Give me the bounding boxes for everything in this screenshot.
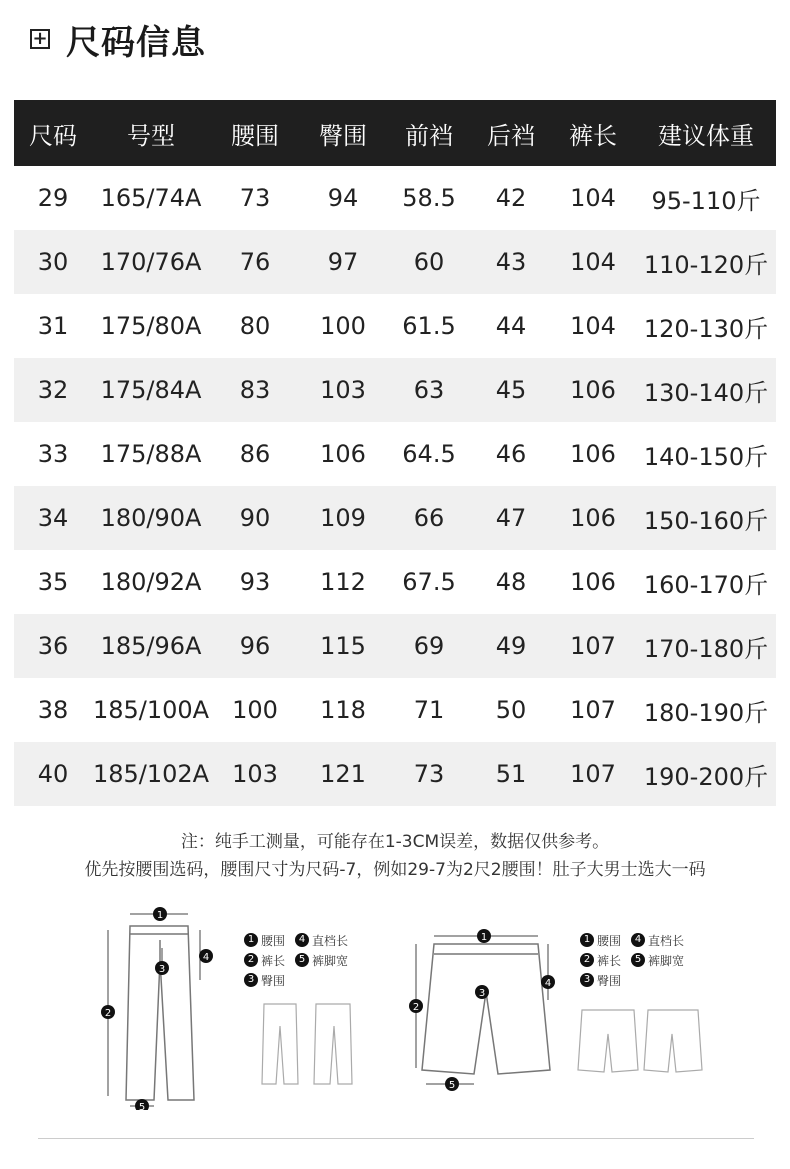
- cell-model: 185/100A: [92, 696, 210, 724]
- cell-length: 104: [550, 230, 636, 294]
- cell-waist: 76: [210, 230, 300, 294]
- svg-text:1: 1: [156, 910, 164, 921]
- cell-size: 38: [37, 696, 69, 724]
- legend-left: 1 腰围 4 直档长 2 裤长 5 裤脚宽 3 臀围: [244, 930, 358, 990]
- cell-waist: 73: [239, 184, 271, 212]
- col-header-front-rise: 前裆: [386, 100, 472, 166]
- cell-size: 40: [14, 742, 92, 806]
- cell-model: 180/90A: [92, 486, 210, 550]
- bottom-divider: [38, 1138, 754, 1139]
- cell-front-rise: 73: [386, 742, 472, 806]
- col-header-weight: 建议体重: [636, 100, 776, 166]
- shorts-diagram: [404, 900, 564, 1100]
- cell-weight: 95-110斤: [651, 186, 761, 215]
- svg-text:4: 4: [544, 978, 552, 989]
- cell-back-rise: 46: [495, 440, 527, 468]
- shorts-small-icons: [576, 1004, 706, 1076]
- cell-front-rise: 58.5: [402, 184, 456, 212]
- cell-front-rise: 64.5: [402, 440, 456, 468]
- cell-waist: 90: [210, 486, 300, 550]
- cell-length: 104: [570, 184, 616, 212]
- cell-waist: 86: [239, 440, 271, 468]
- legend-right: 1 腰围 4 直档长 2 裤长 5 裤脚宽 3 臀围: [580, 930, 694, 990]
- cell-length: 106: [550, 358, 636, 422]
- table-row: [14, 358, 776, 422]
- plus-icon: +: [30, 29, 50, 49]
- cell-hip: 115: [300, 614, 386, 678]
- note-line-2: 优先按腰围选码，腰围尺寸为尺码-7，例如29-7为2尺2腰围！肚子大男士选大一码: [84, 860, 706, 880]
- cell-waist: 80: [239, 312, 271, 340]
- cell-front-rise: 71: [413, 696, 445, 724]
- cell-weight: 170-180斤: [636, 614, 776, 678]
- cell-length: 106: [570, 440, 616, 468]
- cell-hip: 94: [327, 184, 359, 212]
- table-row: [14, 166, 776, 230]
- cell-length: 107: [550, 614, 636, 678]
- col-header-size: 尺码: [14, 100, 92, 166]
- cell-weight: 110-120斤: [636, 230, 776, 294]
- cell-model: 185/96A: [92, 614, 210, 678]
- cell-weight: 160-170斤: [643, 570, 769, 599]
- size-table: [14, 100, 776, 806]
- svg-text:2: 2: [104, 1008, 112, 1019]
- cell-waist: 96: [210, 614, 300, 678]
- svg-text:3: 3: [478, 988, 486, 999]
- table-header-row: [14, 100, 776, 166]
- cell-model: 170/76A: [92, 230, 210, 294]
- cell-length: 107: [550, 742, 636, 806]
- table-row: [14, 422, 776, 486]
- cell-weight: 120-130斤: [643, 314, 769, 343]
- cell-front-rise: 63: [386, 358, 472, 422]
- table-row: [14, 230, 776, 294]
- svg-text:2: 2: [412, 1002, 420, 1013]
- cell-size: 33: [37, 440, 69, 468]
- cell-hip: 112: [320, 568, 366, 596]
- cell-waist: 100: [232, 696, 278, 724]
- table-row: [14, 486, 776, 550]
- cell-hip: 100: [320, 312, 366, 340]
- notes: [0, 828, 790, 884]
- note-line-1: 注：纯手工测量，可能存在1-3CM误差，数据仅供参考。: [180, 832, 610, 852]
- cell-front-rise: 69: [386, 614, 472, 678]
- cell-waist: 83: [210, 358, 300, 422]
- cell-size: 34: [14, 486, 92, 550]
- cell-weight: 150-160斤: [636, 486, 776, 550]
- table-row: [14, 742, 776, 806]
- cell-model: 175/80A: [100, 312, 202, 340]
- cell-back-rise: 48: [495, 568, 527, 596]
- cell-front-rise: 66: [386, 486, 472, 550]
- cell-model: 185/102A: [92, 742, 210, 806]
- cell-size: 32: [14, 358, 92, 422]
- cell-size: 29: [37, 184, 69, 212]
- svg-text:1: 1: [480, 932, 488, 943]
- table-row: [14, 550, 776, 614]
- pants-small-icons: [254, 996, 364, 1090]
- cell-back-rise: 45: [472, 358, 550, 422]
- cell-hip: 109: [300, 486, 386, 550]
- cell-weight: 140-150斤: [643, 442, 769, 471]
- col-header-length: 裤长: [550, 100, 636, 166]
- cell-hip: 118: [320, 696, 366, 724]
- cell-back-rise: 44: [495, 312, 527, 340]
- table-row: [14, 294, 776, 358]
- cell-back-rise: 43: [472, 230, 550, 294]
- cell-waist: 93: [239, 568, 271, 596]
- cell-model: 180/92A: [100, 568, 202, 596]
- cell-size: 36: [14, 614, 92, 678]
- svg-text:5: 5: [138, 1102, 146, 1110]
- cell-back-rise: 42: [495, 184, 527, 212]
- cell-length: 107: [570, 696, 616, 724]
- title-row: [30, 16, 206, 62]
- cell-length: 106: [550, 486, 636, 550]
- cell-weight: 180-190斤: [643, 698, 769, 727]
- cell-back-rise: 47: [472, 486, 550, 550]
- cell-hip: 121: [300, 742, 386, 806]
- table-row: [14, 678, 776, 742]
- cell-hip: 103: [300, 358, 386, 422]
- cell-back-rise: 51: [472, 742, 550, 806]
- svg-text:4: 4: [202, 952, 210, 963]
- cell-hip: 106: [320, 440, 366, 468]
- cell-length: 106: [570, 568, 616, 596]
- cell-model: 165/74A: [100, 184, 202, 212]
- col-header-hip: 臀围: [300, 100, 386, 166]
- cell-back-rise: 50: [495, 696, 527, 724]
- long-pants-diagram: [96, 900, 226, 1110]
- cell-size: 31: [37, 312, 69, 340]
- cell-front-rise: 60: [386, 230, 472, 294]
- svg-text:5: 5: [448, 1080, 456, 1091]
- col-header-waist: 腰围: [210, 100, 300, 166]
- cell-weight: 190-200斤: [636, 742, 776, 806]
- col-header-model: 号型: [92, 100, 210, 166]
- cell-front-rise: 67.5: [402, 568, 456, 596]
- cell-hip: 97: [300, 230, 386, 294]
- cell-model: 175/84A: [92, 358, 210, 422]
- table-row: [14, 614, 776, 678]
- col-header-back-rise: 后裆: [472, 100, 550, 166]
- cell-waist: 103: [210, 742, 300, 806]
- cell-length: 104: [570, 312, 616, 340]
- cell-front-rise: 61.5: [402, 312, 456, 340]
- cell-back-rise: 49: [472, 614, 550, 678]
- svg-text:3: 3: [158, 964, 166, 975]
- page-title: 尺码信息: [66, 22, 206, 63]
- cell-size: 35: [37, 568, 69, 596]
- cell-model: 175/88A: [100, 440, 202, 468]
- cell-weight: 130-140斤: [636, 358, 776, 422]
- cell-size: 30: [14, 230, 92, 294]
